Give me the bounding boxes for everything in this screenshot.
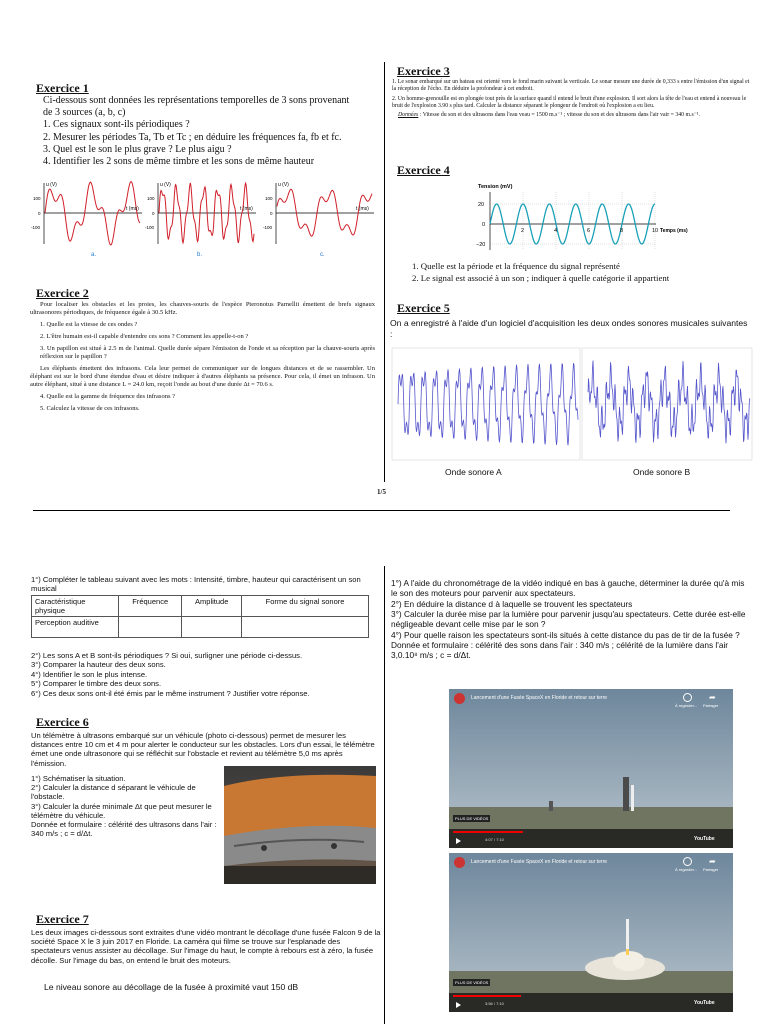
graph-a-tick: -100 (31, 225, 41, 230)
ex5-title: Exercice 5 (397, 301, 450, 315)
bl-questions (31, 651, 376, 698)
ex2-q2: 2. L'être humain est-il capable d'entendre ces sons ? Comment les appelle-t-on ? (40, 333, 249, 340)
video-top-badge[interactable]: PLUS DE VIDÉOS (455, 816, 489, 821)
graph-b (145, 182, 256, 244)
share-icon[interactable]: ➦ (709, 693, 716, 702)
video-frame-bottom[interactable] (449, 853, 733, 1012)
br-q4: 4°) Pour quelle raison les spectateurs sont-ils situés à cette distance du pas de tir de la fusée ? (391, 629, 740, 640)
ex4-xaxis: Temps (ms) (660, 228, 688, 234)
bl-question: 6°) Ces deux sons ont-il été émis par le même instrument ? Justifier votre réponse. (31, 688, 310, 698)
bl-question: 3°) Comparer la hauteur des deux sons. (31, 660, 166, 670)
ex2-q3: 3. Un papillon est situé à 2.5 m de l'animal. Quelle durée sépare l'émission de l'onde et sa réception par la chauve-souris après réflexion sur le papillon ? (40, 345, 375, 360)
ex4-ytick: 0 (482, 222, 486, 228)
ex4-xtick: 10 (652, 228, 659, 234)
graph-b-xaxis: t (ms) (240, 206, 253, 212)
graph-c-xaxis: t (ms) (356, 206, 369, 212)
graph-c-yaxis: u (V) (278, 182, 289, 188)
ex2-q4: 4. Quelle est la gamme de fréquence des infrasons ? (40, 393, 176, 400)
br-q1: 1°) A l'aide du chronométrage de la vidéo indiqué en bas à gauche, déterminer la durée qu'à mis le son des moteurs pour parvenir aux spectateurs. (391, 578, 745, 599)
graph-b-tick: -100 (145, 225, 155, 230)
graph-b-label: b. (197, 252, 203, 258)
ex4-xtick: 8 (620, 228, 624, 234)
graph-c-tick: 100 (265, 196, 273, 201)
table-row-label: Perception auditive (32, 617, 119, 638)
ex4-xtick: 6 (587, 228, 591, 234)
br-q3: 3°) Calculer la durée mise par la lumière pour parvenir jusqu'au spectateurs. Cette durée est-elle négligeable devant celle mise par le son ? (391, 608, 746, 630)
channel-logo-icon (454, 857, 465, 868)
ex5-label-a: Onde sonore A (445, 467, 502, 477)
table-header-cell: Forme du signal sonore (242, 596, 369, 617)
video-bottom-share: Partager (703, 867, 719, 872)
ex6-q1: 1°) Schématiser la situation. (31, 774, 126, 783)
ex6-q2: 2°) Calculer la distance d séparant le véhicule de l'obstacle. (31, 783, 196, 802)
table-row (32, 596, 369, 617)
ex4-gridlines (490, 192, 659, 250)
video-bottom-brand: YouTube (694, 1000, 715, 1006)
table-row (32, 617, 369, 638)
video-top-share: Partager (703, 703, 719, 708)
ex6-text: Un télémètre à ultrasons embarqué sur un véhicule (photo ci-dessous) permet de mesurer les distances entre 10 cm et 4 m pour alerter le conducteur sur les obstacles. Lors d'un essai, le télémètre émet une onde ultrasonore qui se réfléchit sur l'obstacle et revient au télémètre 5,0 ms après l'émission. (31, 731, 375, 768)
table-header-cell: Fréquence (119, 596, 182, 617)
car-bumper-photo (224, 766, 376, 884)
graph-a (31, 182, 142, 245)
ex2-body (30, 301, 375, 413)
graph-c-tick: -100 (263, 225, 273, 230)
video-top-brand: YouTube (694, 836, 715, 842)
graph-a-tick: 0 (38, 211, 41, 216)
ex4-questions (412, 260, 669, 284)
ex3-data (392, 112, 752, 119)
ex2-intro: Pour localiser les obstacles et les proies, les chauves-souris de l'espèce Pteronotus Parnellii émettent de brefs signaux ultrasonores périodiques, de fréquence égale à 30.5 kHz. (30, 301, 375, 316)
ex1-title: Exercice 1 (36, 81, 89, 95)
video-bottom-later: À regarder... (675, 867, 698, 872)
ex7-text: Les deux images ci-dessous sont extraites d'une vidéo montrant le décollage d'une fusée Falcon 9 de la société Space X le 3 juin 2017 en Floride. La caméra qui filme se trouve sur l'esplanade des spectateurs venus assister au décollage. Sur l'image du haut, le compte à rebours est à zéro, la fusée décolle. Sur l'image du bas, on entend le bruit des moteurs. (31, 928, 381, 965)
ex4-ytick: −20 (476, 242, 486, 248)
ex4-xtick: 2 (521, 228, 525, 234)
ex1-line: 3. Quel est le son le plus grave ? Le plus aigu ? (43, 143, 232, 155)
bl-q1: 1°) Compléter le tableau suivant avec les mots : Intensité, timbre, hauteur qui caractérisent un son musical (31, 575, 361, 593)
graph-a-tick: 100 (33, 196, 41, 201)
ex4-xtick: 4 (554, 228, 558, 234)
ex4-q2: 2. Le signal est associé à un son ; indiquer à quelle catégorie il appartient (412, 273, 670, 283)
video-frame-bottom-scene (449, 853, 733, 1012)
page-number: 1/5 (377, 488, 386, 496)
ex1-line: de 3 sources (a, b, c) (43, 107, 126, 119)
bottom-column-divider (384, 566, 385, 1024)
br-text (391, 578, 753, 661)
table-cell[interactable] (242, 617, 369, 638)
bl-question: 5°) Comparer le timbre des deux sons. (31, 679, 162, 689)
share-icon[interactable]: ➦ (709, 857, 716, 866)
table-cell[interactable] (182, 617, 242, 638)
ex3-q2: 2. Un homme-grenouille est en plongée tout près de la surface quand il entend le bruit d'une explosion. Il sort alors la tête de l'eau et entend à nouveau le bruit de l'explosion 3.90 s plus tard. Calculer la distance séparant le plongeur de l'endroit où l'explosion a eu lieu. (392, 96, 747, 109)
video-bottom-title: Lancement d'une Fusée SpaceX en Floride et retour sur terre (471, 859, 608, 865)
ex7-level: Le niveau sonore au décollage de la fusée à proximité vaut 150 dB (44, 982, 299, 992)
video-top-later: À regarder... (675, 703, 698, 708)
play-icon[interactable] (456, 1002, 461, 1008)
video-frame-top[interactable] (449, 689, 733, 848)
graph-a-yaxis: u (V) (46, 182, 57, 188)
ex3-data-label: Données (398, 112, 419, 119)
graph-c-label: c. (320, 252, 325, 258)
channel-logo-icon (454, 693, 465, 704)
video-top-time: 4:07 / 7:10 (485, 837, 504, 842)
ex4-yaxis: Tension (mV) (478, 184, 513, 190)
ex3-title: Exercice 3 (397, 64, 450, 78)
graph-b-tick: 100 (147, 196, 155, 201)
video-bottom-badge[interactable]: PLUS DE VIDÉOS (455, 980, 489, 985)
ex2-q5: 5. Calculez la vitesse de ces infrasons. (40, 405, 140, 412)
ex2-para2: Les éléphants émettent des infrasons. Cela leur permet de communiquer sur de longues distances et de se rassembler. Un éléphant est sur le bord d'une étendue d'eau et désire indiquer à d'autres éléphants sa présence. Pour cela, il émet un infrason. Un autre éléphant, situé à une distance L = 24.0 km, reçoit l'onde au bout d'une durée Δt = 70.6 s. (30, 365, 375, 388)
ex3-data-text: : Vitesse du son et des ultrasons dans l'eau veau = 1500 m.s⁻¹ ; vitesse du son et des ultrasons dans l'air vair = 340 m.s⁻¹. (418, 112, 700, 119)
ex4-chart (468, 180, 688, 260)
table-header-cell: Amplitude (182, 596, 242, 617)
ex6-title: Exercice 6 (36, 715, 89, 729)
ex5-label-b: Onde sonore B (633, 467, 691, 477)
table-header-cell: Caractéristique physique (32, 596, 119, 617)
video-frame-top-scene (449, 689, 733, 848)
video-top-title: Lancement d'une Fusée SpaceX en Floride et retour sur terre (471, 695, 608, 701)
br-data: Donnée et formulaire : célérité des sons dans l'air : 340 m/s ; célérité de la lumière dans l'air 3,0.10⁸ m/s ; c = d/Δt. (391, 640, 729, 661)
ex5-waves (390, 346, 756, 466)
ex6-q3: 3°) Calculer la durée minimale Δt que peut mesurer le télémètre du véhicule. (31, 801, 212, 820)
clock-icon[interactable] (683, 693, 692, 702)
ex7-title: Exercice 7 (36, 912, 89, 926)
graph-c-tick: 0 (270, 211, 273, 216)
ex1-graphs (30, 178, 378, 260)
ex3-q1: 1. Le sonar embarqué sur un bateau est orienté vers le fond marin suivant la verticale. Le sonar mesure une durée de 0,333 s entre l'émission d'un signal et la réception de l'écho. En déduire la profondeur à cet endroit. (392, 79, 750, 92)
ex1-line: 4. Identifier les 2 sons de même timbre et les sons de même hauteur (43, 156, 315, 168)
table-cell[interactable] (119, 617, 182, 638)
ex5-intro: On a enregistré à l'aide d'un logiciel d'acquisition les deux ondes sonores musicales suivantes : (390, 318, 748, 339)
video-bottom-time: 3:56 / 7:10 (485, 1001, 504, 1006)
play-icon[interactable] (456, 838, 461, 844)
br-q2: 2°) En déduire la distance d à laquelle se trouvent les spectateurs (391, 598, 633, 609)
ex2-title: Exercice 2 (36, 286, 89, 300)
characteristics-table (31, 595, 369, 638)
ex6-data: Donnée et formulaire : célérité des ultrasons dans l'air : 340 m/s ; c = d/Δt. (31, 820, 217, 839)
clock-icon[interactable] (683, 857, 692, 866)
graph-a-label: a. (91, 252, 97, 258)
graph-b-yaxis: u (V) (160, 182, 171, 188)
graph-b-tick: 0 (152, 211, 155, 216)
ex1-text (43, 95, 378, 168)
ex1-line: 2. Mesurer les périodes Ta, Tb et Tc ; en déduire les fréquences fa, fb et fc. (43, 131, 342, 143)
top-column-divider (384, 62, 385, 482)
bl-question: 4°) Identifier le son le plus intense. (31, 669, 148, 679)
bl-question: 2°) Les sons A et B sont-ils périodiques ? Si oui, surligner une période ci-dessus. (31, 651, 303, 660)
ex6-questions (31, 774, 223, 838)
page-separator (33, 510, 730, 511)
ex4-title: Exercice 4 (397, 163, 450, 177)
ex3-body (392, 79, 752, 119)
ex1-line: 1. Ces signaux sont-ils périodiques ? (43, 119, 190, 131)
ex4-q1: 1. Quelle est la période et la fréquence du signal représenté (412, 261, 620, 271)
graph-c (263, 182, 374, 244)
ex1-line: Ci-dessous sont données les représentations temporelles de 3 sons provenant (43, 95, 350, 106)
graph-a-xaxis: t (ms) (126, 206, 139, 212)
ex2-q1: 1. Quelle est la vitesse de ces ondes ? (40, 321, 138, 328)
ex4-ytick: 20 (478, 202, 485, 208)
